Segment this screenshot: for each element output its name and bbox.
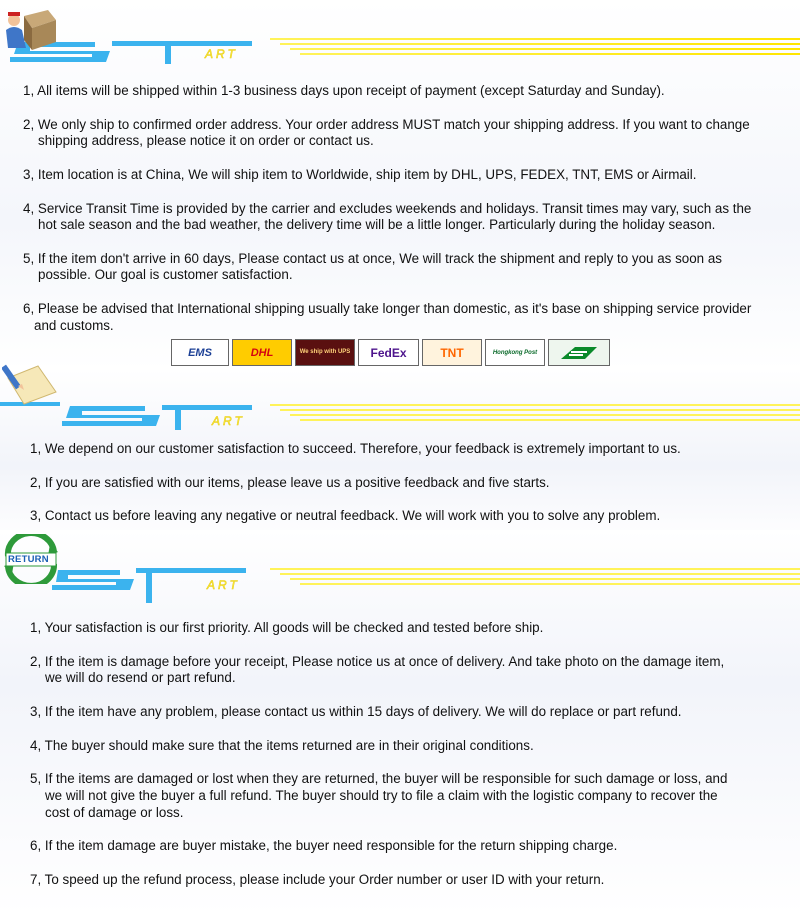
shipping-box-icon bbox=[2, 6, 58, 58]
list-item: 7, To speed up the refund process, please include your Order number or user ID with your return. bbox=[30, 872, 605, 887]
list-item: 1, We depend on our customer satisfaction to succeed. Therefore, your feedback is extremely important to us. bbox=[30, 441, 681, 456]
start-banner-graphic bbox=[0, 8, 800, 68]
dhl-logo: DHL bbox=[232, 339, 292, 366]
list-item: 5, If the items are damaged or lost when they are returned, the buyer will be responsible for such damage or loss, and bbox=[30, 771, 728, 786]
carrier-logos bbox=[171, 339, 610, 367]
banner-word: ART bbox=[205, 47, 238, 61]
china-post-logo bbox=[548, 339, 610, 366]
list-item: 2, If you are satisfied with our items, please leave us a positive feedback and five starts. bbox=[30, 475, 550, 490]
start-banner-graphic bbox=[0, 550, 800, 610]
banner-word: ART bbox=[207, 578, 240, 592]
fedex-logo: FedEx bbox=[358, 339, 419, 366]
list-item: 2, If the item is damage before your receipt, Please notice us at once of delivery. And take photo on the damage item, bbox=[30, 654, 725, 669]
list-item-continued: we will do resend or part refund. bbox=[45, 670, 236, 685]
list-item: 3, Contact us before leaving any negative or neutral feedback. We will work with you to solve any problem. bbox=[30, 508, 661, 523]
list-item: 3, If the item have any problem, please contact us within 15 days of delivery. We will do replace or part refund. bbox=[30, 704, 682, 719]
list-item: 6, If the item damage are buyer mistake, the buyer need responsible for the return shipping charge. bbox=[30, 838, 618, 853]
shipping-banner bbox=[0, 8, 800, 68]
start-banner-graphic bbox=[0, 382, 800, 442]
list-item-continued: cost of damage or loss. bbox=[45, 805, 184, 820]
china-post-mark-icon bbox=[557, 343, 601, 363]
return-icon-label: RETURN bbox=[8, 554, 49, 565]
feedback-banner bbox=[0, 382, 800, 442]
banner-word: ART bbox=[212, 414, 245, 428]
returns-banner bbox=[0, 550, 800, 610]
list-item: 1, All items will be shipped within 1-3 business days upon receipt of payment (except Saturday and Sunday). bbox=[23, 83, 665, 98]
returns-section bbox=[0, 530, 800, 915]
list-item: 4, The buyer should make sure that the items returned are in their original conditions. bbox=[30, 738, 534, 753]
list-item: 5, If the item don't arrive in 60 days, Please contact us at once, We will track the shipment and reply to you as soon as bbox=[23, 251, 722, 266]
list-item-continued: and customs. bbox=[34, 318, 114, 333]
list-item-continued: we will not give the buyer a full refund. The buyer should try to file a claim with the logistic company to recover the bbox=[45, 788, 718, 803]
feedback-section bbox=[0, 370, 800, 545]
shipping-section bbox=[0, 0, 800, 370]
return-icon bbox=[2, 534, 60, 584]
list-item: 4, Service Transit Time is provided by the carrier and excludes weekends and holidays. Transit times may vary, such as the bbox=[23, 201, 752, 216]
hongkong-post-logo: Hongkong Post bbox=[485, 339, 545, 366]
pencil-note-icon bbox=[2, 358, 58, 410]
ems-logo: EMS bbox=[171, 339, 229, 366]
list-item: 2, We only ship to confirmed order address. Your order address MUST match your shipping address. If you want to change bbox=[23, 117, 750, 132]
list-item: 1, Your satisfaction is our first priority. All goods will be checked and tested before ship. bbox=[30, 620, 544, 635]
list-item-continued: shipping address, please notice it on order or contact us. bbox=[38, 133, 374, 148]
list-item: 3, Item location is at China, We will ship item to Worldwide, ship item by DHL, UPS, FEDEX, TNT, EMS or Airmail. bbox=[23, 167, 697, 182]
tnt-logo: TNT bbox=[422, 339, 482, 366]
ups-logo: We ship with UPS bbox=[295, 339, 355, 366]
list-item-continued: hot sale season and the bad weather, the delivery time will be a little longer. Particularly during the holiday season. bbox=[38, 217, 716, 232]
list-item: 6, Please be advised that International shipping usually take longer than domestic, as it's base on shipping service provider bbox=[23, 301, 752, 316]
list-item-continued: possible. Our goal is customer satisfaction. bbox=[38, 267, 293, 282]
